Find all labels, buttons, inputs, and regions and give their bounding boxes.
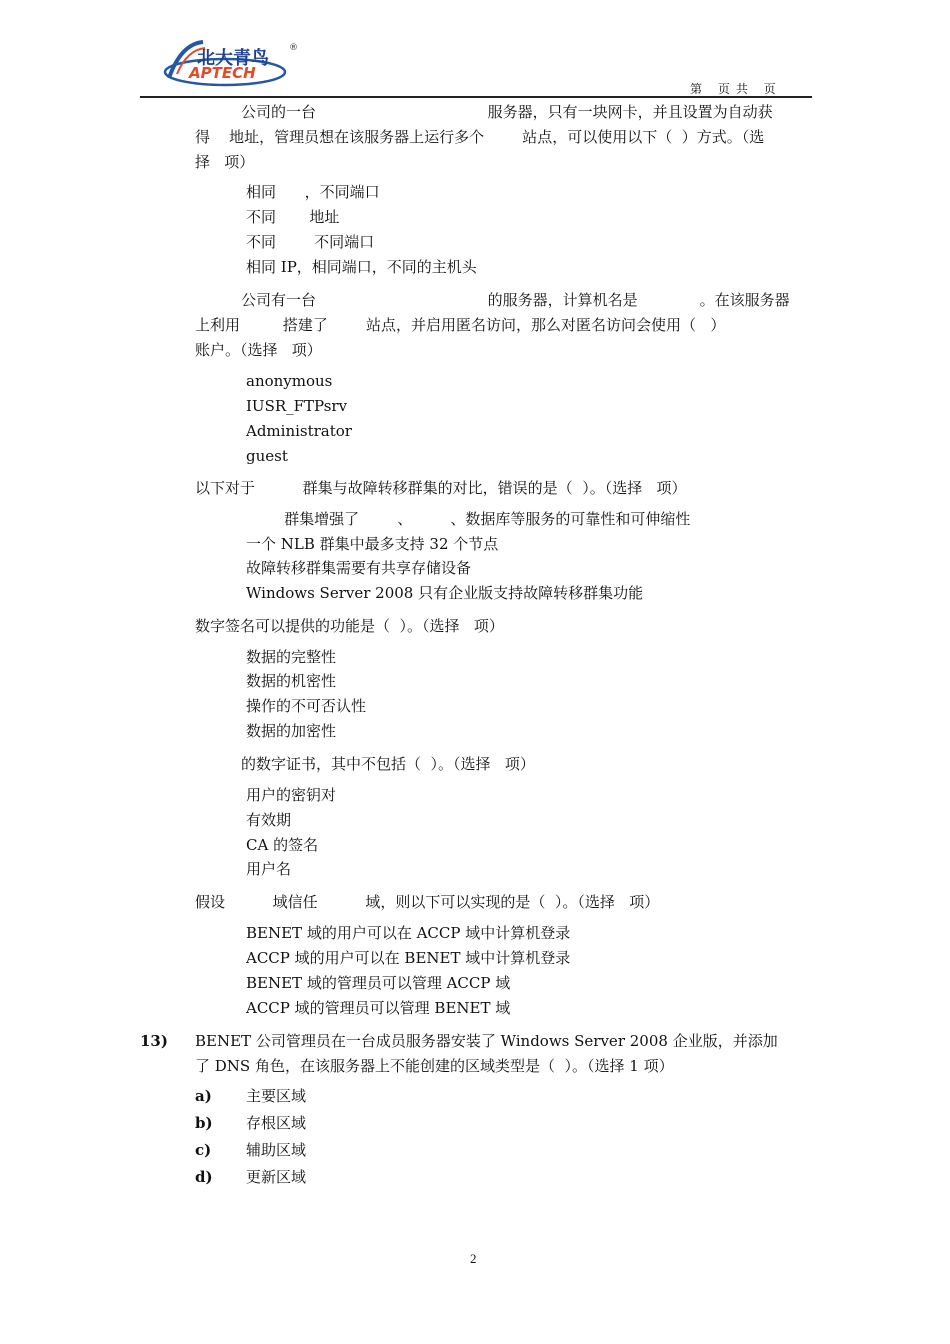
q14-line1: BENET 公司管理员在一台成员服务器安装了 Windows Server 2008 企业版，并添加	[195, 1032, 778, 1050]
q8-line3: 择 项）	[195, 153, 255, 171]
q14-option: 更新区域	[246, 1168, 307, 1186]
q9-option: anonymous	[246, 372, 333, 390]
q10-option: 群集增强了 、 、数据库等服务的可靠性和可伸缩性	[246, 510, 691, 528]
q10-option: 故障转移群集需要有共享存储设备	[246, 559, 472, 577]
q9-option: IUSR_FTPsrv	[246, 397, 348, 415]
q8-option: 不同 地址	[246, 208, 340, 226]
q14-option: 主要区域	[246, 1087, 307, 1105]
q8-option: 相同 IP，相同端口，不同的主机头	[246, 258, 477, 276]
page-number: 2	[470, 1251, 477, 1266]
page-meta: 第 页共 页	[690, 82, 782, 96]
q14-line2: 了 DNS 角色，在该服务器上不能创建的区域类型是（ ）。（选择 1 项）	[195, 1057, 674, 1075]
q14-number: 13)	[140, 1032, 168, 1050]
logo-title: 北大青鸟	[197, 48, 269, 69]
q13-stem: 假设 域信任 域，则以下可以实现的是（ ）。（选择 项）	[195, 893, 660, 911]
q11-option: 操作的不可否认性	[246, 697, 367, 715]
q11-option: 数据的机密性	[246, 672, 337, 690]
q12-stem: 的数字证书，其中不包括（ ）。（选择 项）	[241, 755, 535, 773]
header-rule	[140, 96, 812, 98]
q10-option: 一个 NLB 群集中最多支持 32 个节点	[246, 535, 499, 553]
q9-option: Administrator	[246, 422, 352, 440]
q11-option: 数据的完整性	[246, 648, 337, 666]
q12-option: 用户名	[246, 860, 292, 878]
aptech-logo	[163, 38, 303, 90]
q14-option: 辅助区域	[246, 1141, 307, 1159]
q12-option: 有效期	[246, 811, 292, 829]
q13-option: BENET 域的管理员可以管理 ACCP 域	[246, 974, 511, 992]
q9-option: guest	[246, 447, 288, 465]
q10-stem: 以下对于 群集与故障转移群集的对比，错误的是（ ）。（选择 项）	[195, 479, 687, 497]
q10-option: Windows Server 2008 只有企业版支持故障转移群集功能	[246, 584, 644, 602]
svg-text:®: ®	[289, 43, 298, 53]
q8-option: 不同 不同端口	[246, 233, 375, 251]
q12-option: CA 的签名	[246, 836, 319, 854]
q8-option: 相同 ，不同端口	[246, 183, 380, 201]
q8-line2: 得 地址，管理员想在该服务器上运行多个 站点，可以使用以下（ ）方式。（选	[195, 128, 765, 146]
q9-line3: 账户。（选择 项）	[195, 341, 322, 359]
q11-option: 数据的加密性	[246, 722, 337, 740]
q9-line1: 公司有一台 的服务器，计算机名是 。在该服务器	[241, 291, 790, 309]
q13-option: ACCP 域的管理员可以管理 BENET 域	[246, 999, 511, 1017]
q14-option-letter: c)	[195, 1141, 212, 1159]
q14-option: 存根区域	[246, 1114, 307, 1132]
q13-option: BENET 域的用户可以在 ACCP 域中计算机登录	[246, 924, 571, 942]
q8-line1: 公司的一台 服务器，只有一块网卡，并且设置为自动获	[241, 103, 773, 121]
q12-option: 用户的密钥对	[246, 786, 337, 804]
q9-line2: 上利用 搭建了 站点，并启用匿名访问，那么对匿名访问会使用（ ）	[195, 316, 726, 334]
q14-option-letter: a)	[195, 1087, 212, 1105]
q13-option: ACCP 域的用户可以在 BENET 域中计算机登录	[246, 949, 571, 967]
q14-option-letter: d)	[195, 1168, 213, 1186]
q14-option-letter: b)	[195, 1114, 213, 1132]
logo-brand: APTECH	[189, 64, 256, 82]
q11-stem: 数字签名可以提供的功能是（ ）。（选择 项）	[195, 617, 504, 635]
